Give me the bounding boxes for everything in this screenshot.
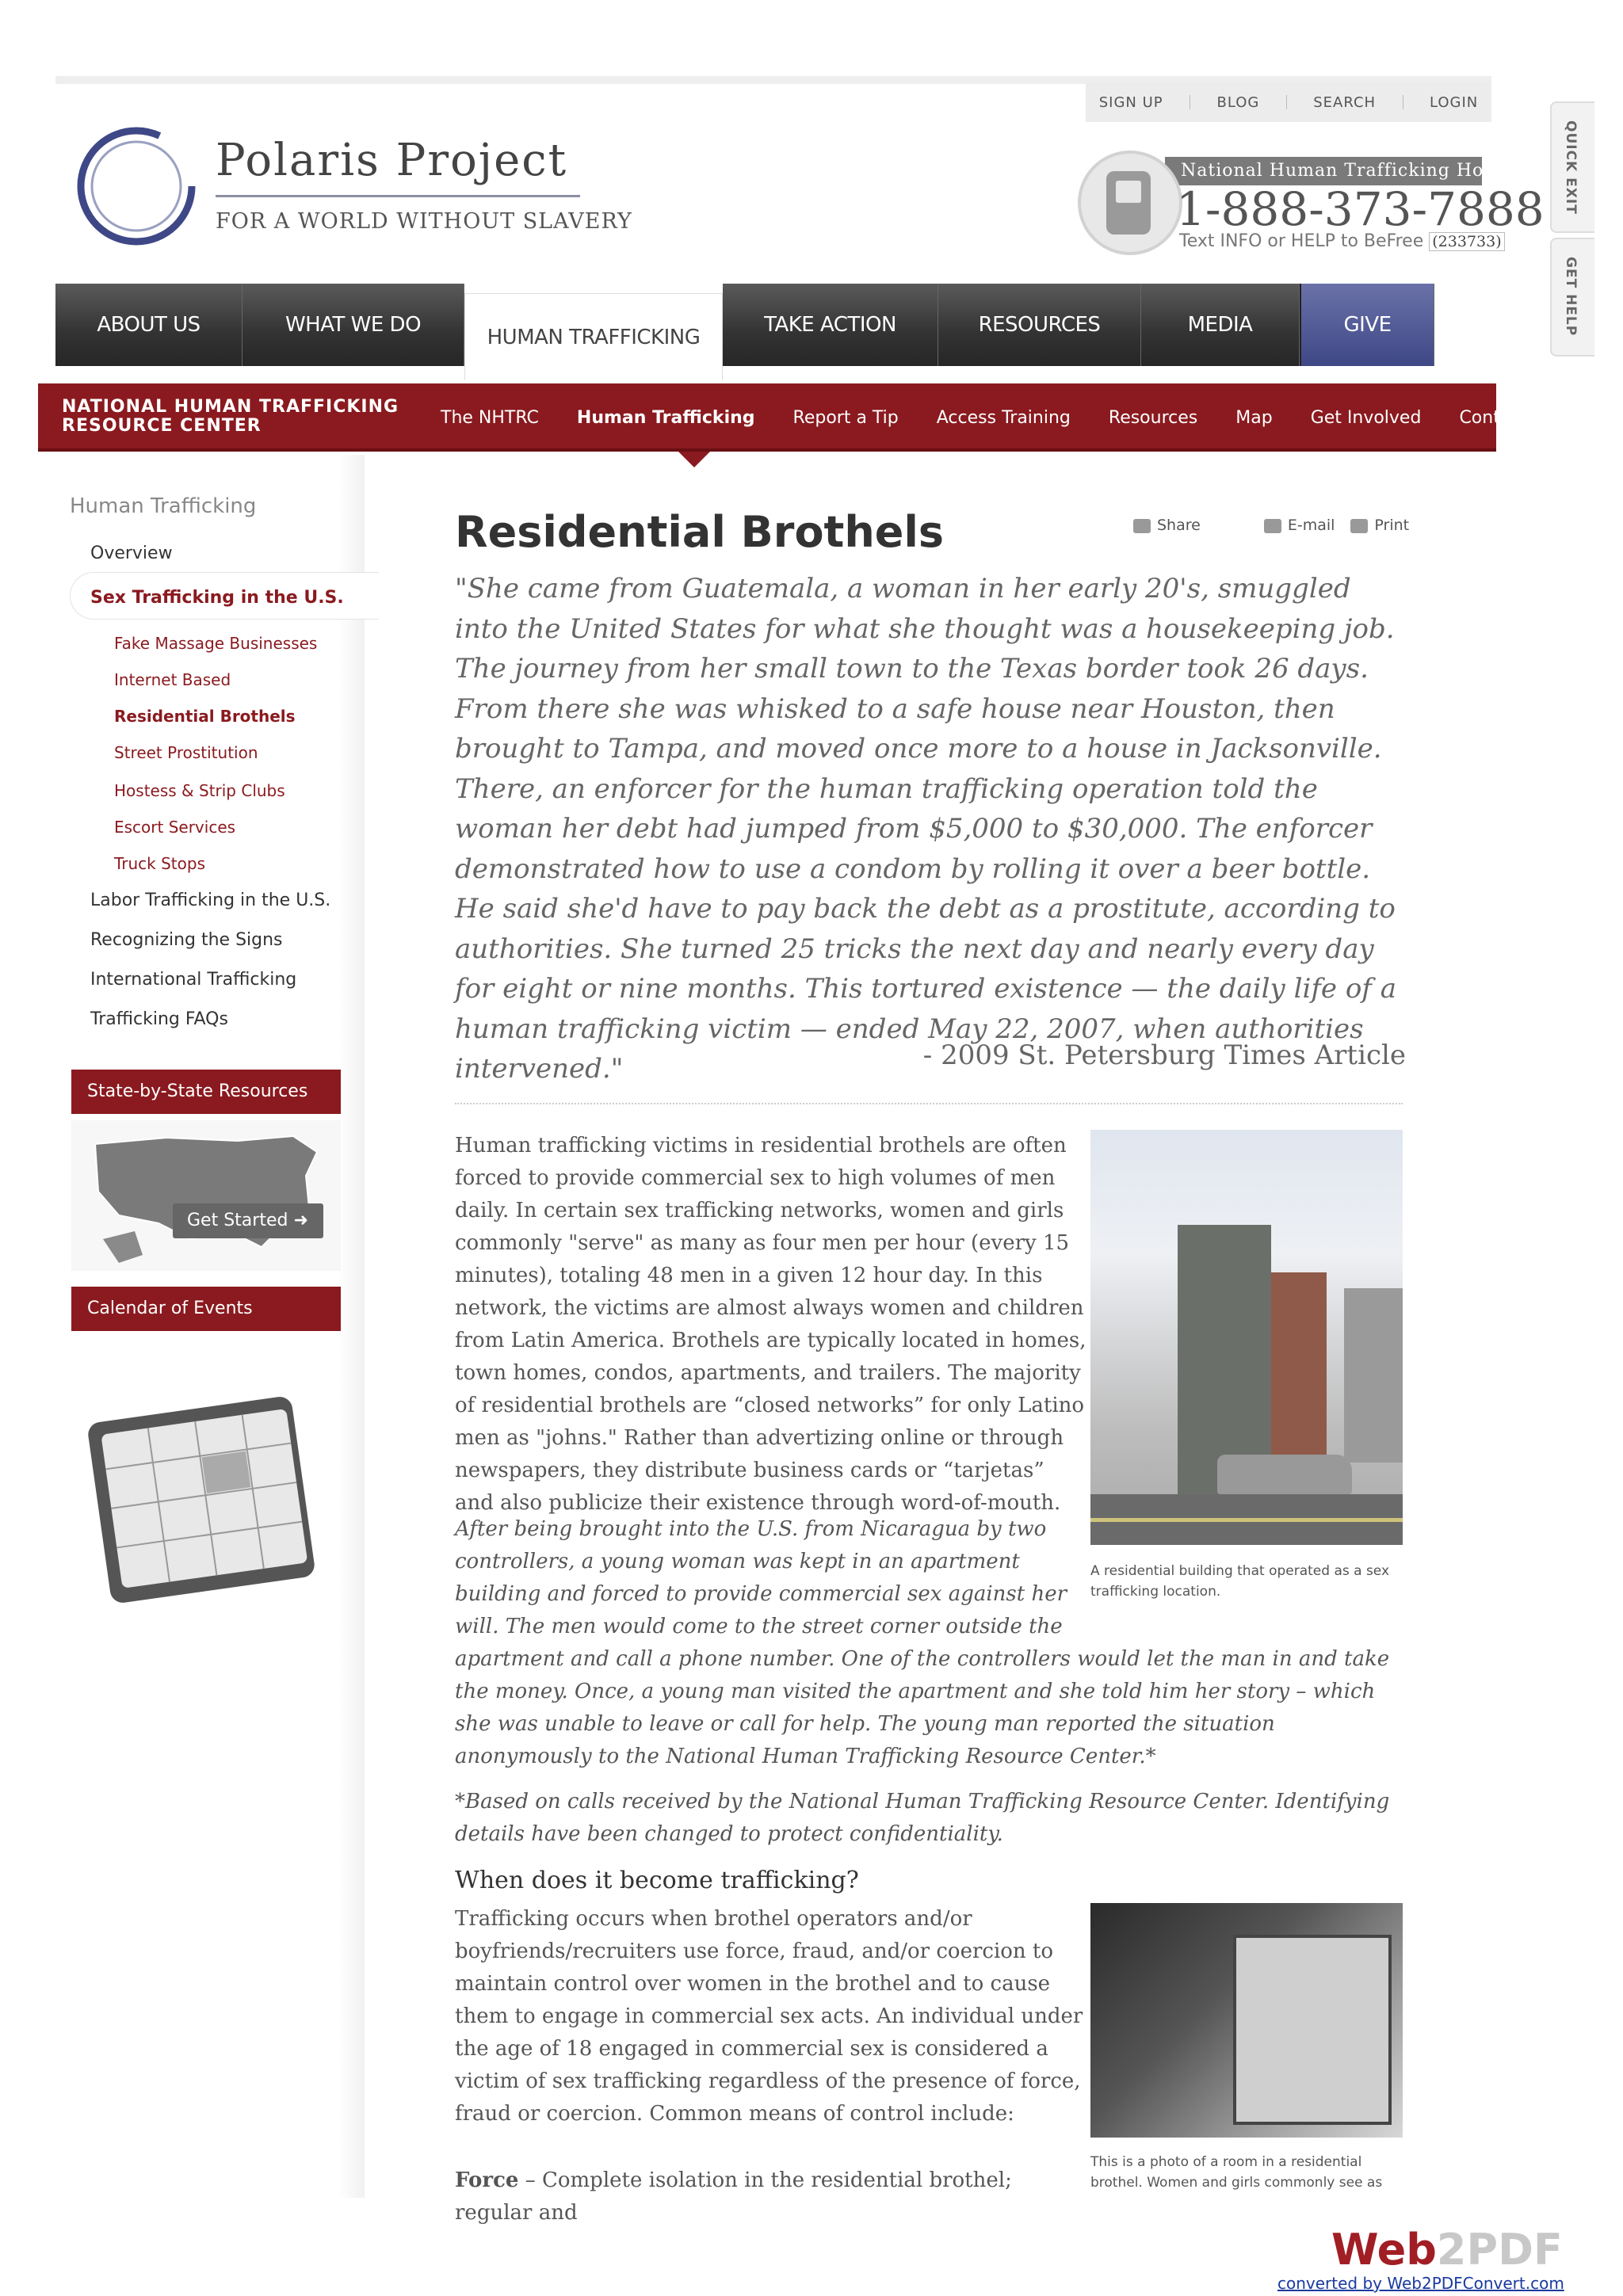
subnav-get-involved[interactable]: Get Involved bbox=[1310, 407, 1422, 428]
quick-exit-tab[interactable]: QUICK EXIT bbox=[1550, 101, 1594, 233]
sidebar-sub-escort[interactable]: Escort Services bbox=[114, 818, 236, 837]
web2pdf-link[interactable]: converted by Web2PDFConvert.com bbox=[1277, 2274, 1564, 2293]
page-title: Residential Brothels bbox=[455, 507, 945, 557]
float-spacer bbox=[1078, 1513, 1403, 1640]
calendar-icon bbox=[71, 1345, 341, 1615]
blog-link[interactable]: BLOG bbox=[1216, 93, 1260, 111]
sidebar-item-international[interactable]: International Trafficking bbox=[90, 970, 297, 990]
confidentiality-note: *Based on calls received by the National Human Trafficking Resource Center. Identifying details have been changed to protect confidentiality. bbox=[455, 1790, 1390, 1846]
subnav-resources[interactable]: Resources bbox=[1108, 407, 1198, 428]
sidebar-item-signs[interactable]: Recognizing the Signs bbox=[90, 930, 283, 950]
hotline-banner[interactable] bbox=[1078, 151, 1545, 255]
get-started-button[interactable]: Get Started ➜ bbox=[173, 1203, 323, 1238]
subnav-access-training[interactable]: Access Training bbox=[936, 407, 1071, 428]
arrow-right-icon: ➜ bbox=[293, 1211, 308, 1230]
nav-give[interactable]: GIVE bbox=[1300, 284, 1434, 366]
residential-building-photo bbox=[1090, 1130, 1403, 1545]
trafficking-paragraph: Trafficking occurs when brothel operators and/or boyfriends/recruiters use force, fraud, and/or coercion to maintain control over women in the brothel and to cause them to engage in commercial sex acts. An individual under the age of 18 engaged in commercial sex is considered a victim of sex trafficking regardless of the presence of force, fraud or coercion. Common means of control include: bbox=[455, 1907, 1083, 2126]
sidebar bbox=[38, 455, 365, 2198]
ring-logo-icon bbox=[73, 119, 208, 254]
sidebar-sub-street[interactable]: Street Prostitution bbox=[114, 743, 258, 762]
main-nav bbox=[55, 284, 1482, 366]
quote-source: - 2009 St. Petersburg Times Article bbox=[922, 1039, 1406, 1071]
logo-title: Polaris Project bbox=[216, 135, 568, 186]
dotted-divider bbox=[455, 1103, 1403, 1104]
nav-resources[interactable]: RESOURCES bbox=[938, 284, 1141, 366]
login-link[interactable]: LOGIN bbox=[1429, 93, 1479, 111]
sidebar-heading: Human Trafficking bbox=[70, 494, 257, 518]
photo-caption: A residential building that operated as a sex trafficking location. bbox=[1090, 1563, 1390, 1600]
subnav-map[interactable]: Map bbox=[1235, 407, 1273, 428]
subnav-human-trafficking[interactable]: Human Trafficking bbox=[576, 407, 755, 428]
phone-icon bbox=[1106, 171, 1151, 235]
utility-nav bbox=[1086, 82, 1491, 122]
signup-link[interactable]: SIGN UP bbox=[1098, 93, 1163, 111]
section-heading: When does it become trafficking? bbox=[455, 1867, 859, 1894]
get-help-tab[interactable]: GET HELP bbox=[1550, 238, 1594, 357]
divider bbox=[1286, 95, 1287, 109]
nav-what-we-do[interactable]: WHAT WE DO bbox=[242, 284, 464, 366]
sidebar-item-faqs[interactable]: Trafficking FAQs bbox=[90, 1009, 228, 1029]
sidebar-sub-truck-stops[interactable]: Truck Stops bbox=[114, 854, 205, 873]
plus-icon bbox=[1133, 519, 1151, 533]
pull-quote: "She came from Guatemala, a woman in her early 20's, smuggled into the United States for what she thought was a housekeeping job. The journey from her small town to the Texas border took 26 days. From there she was whisked to a safe house near Houston, then brought to Tampa, and moved once more to a house in Jacksonville. There, an enforcer for the human trafficking operation told the woman her debt had jumped from $5,000 to $30,000. The enforcer demonstrated how to use a condom by rolling it over a beer bottle. He said she'd have to pay back the debt as a prostitute, according to authorities. She turned 25 tricks the next day and nearly every day for eight or nine months. This tortured existence — the daily life of a human trafficking victim — ended May 22, 2007, when authorities intervened." bbox=[455, 573, 1396, 1085]
logo-rule bbox=[216, 195, 580, 197]
sidebar-sub-residential[interactable]: Residential Brothels bbox=[114, 707, 296, 726]
sidebar-item-labor[interactable]: Labor Trafficking in the U.S. bbox=[90, 891, 331, 910]
hotline-number: 1-888-373-7888 bbox=[1176, 182, 1545, 236]
case-story: After being brought into the U.S. from Nicaragua by two controllers, a young woman was kept in an apartment building and forced to provide commercial sex against her will. The men would come to the street corner outside the apartment and call a phone number. One of the controllers would let the man in and take the money. Once, a young man visited the apartment and she told him her story – which she was unable to leave or call for help. The young man reported the situation anonymously to the National Human Trafficking Resource Center.* bbox=[455, 1513, 1403, 1773]
subnav-report-a-tip[interactable]: Report a Tip bbox=[792, 407, 899, 428]
printer-icon bbox=[1350, 519, 1368, 533]
calendar-box[interactable]: Calendar of Events bbox=[71, 1287, 341, 1331]
subnav-contact[interactable]: Contact bbox=[1459, 407, 1528, 428]
nhtrc-logo[interactable]: NATIONAL HUMAN TRAFFICKING RESOURCE CENTER bbox=[62, 397, 399, 436]
resource-center-nav bbox=[38, 383, 1528, 452]
photo-caption: This is a photo of a room in a residential brothel. Women and girls commonly see as bbox=[1090, 2154, 1383, 2191]
nav-about-us[interactable]: ABOUT US bbox=[55, 284, 242, 366]
page-tools bbox=[1133, 517, 1409, 534]
force-paragraph: Force – Complete isolation in the residential brothel; regular and bbox=[455, 2168, 1012, 2225]
sidebar-item-sex-trafficking[interactable]: Sex Trafficking in the U.S. bbox=[90, 588, 344, 608]
active-caret bbox=[678, 452, 710, 467]
share-button[interactable]: Share bbox=[1133, 517, 1201, 534]
sidebar-item-overview[interactable]: Overview bbox=[90, 543, 173, 563]
web2pdf-logo[interactable]: Web2PDF bbox=[1331, 2225, 1563, 2275]
email-button[interactable]: E-mail bbox=[1264, 517, 1335, 534]
nav-media[interactable]: MEDIA bbox=[1141, 284, 1300, 366]
hotline-band: National Human Trafficking Hotline bbox=[1165, 157, 1482, 185]
site-logo[interactable] bbox=[73, 119, 632, 254]
hotline-text: Text INFO or HELP to BeFree (233733) bbox=[1179, 231, 1505, 251]
sidebar-sub-hostess[interactable]: Hostess & Strip Clubs bbox=[114, 781, 285, 800]
search-link[interactable]: SEARCH bbox=[1313, 93, 1377, 111]
envelope-icon bbox=[1264, 519, 1281, 533]
logo-subtitle: FOR A WORLD WITHOUT SLAVERY bbox=[216, 209, 632, 234]
calendar-image[interactable] bbox=[71, 1345, 341, 1615]
subnav-the-nhtrc[interactable]: The NHTRC bbox=[441, 407, 539, 428]
brothel-room-photo bbox=[1090, 1903, 1403, 2138]
us-map-icon bbox=[71, 1120, 341, 1271]
sidebar-sub-internet[interactable]: Internet Based bbox=[114, 670, 231, 689]
print-button[interactable]: Print bbox=[1350, 517, 1409, 534]
us-map[interactable] bbox=[71, 1120, 341, 1271]
nav-take-action[interactable]: TAKE ACTION bbox=[723, 284, 938, 366]
state-resources-box[interactable]: State-by-State Resources bbox=[71, 1070, 341, 1114]
shortcode: (233733) bbox=[1429, 232, 1504, 251]
sidebar-sub-fake-massage[interactable]: Fake Massage Businesses bbox=[114, 634, 318, 653]
nav-human-trafficking[interactable]: HUMAN TRAFFICKING bbox=[464, 293, 723, 380]
intro-paragraph: Human trafficking victims in residential brothels are often forced to provide commercial sex to high volumes of men daily. In certain sex trafficking networks, women and girls commonly "serve" as many as four men per hour (every 15 minutes), totaling 48 men in a given 12 hour day. In this network, the victims are almost always women and children from Latin America. Brothels are typically located in homes, town homes, condos, apartments, and trailers. The majority of residential brothels are “closed networks” for only Latino men as "johns." Rather than advertizing online or through newspapers, they distribute business cards or “tarjetas” and also publicize their existence through word-of-mouth. bbox=[455, 1134, 1086, 1515]
